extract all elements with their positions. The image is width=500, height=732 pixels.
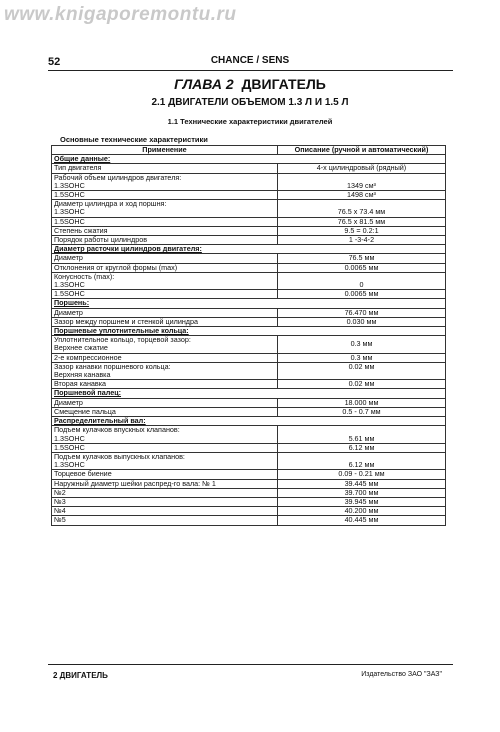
table-row (52, 263, 446, 272)
table-section-row (52, 327, 446, 336)
table-row (52, 516, 446, 525)
parameter-text: Подъем кулачков выпускных клапанов: (54, 452, 185, 461)
value-text: 6.12 мм (348, 460, 375, 470)
parameter-cell (52, 272, 278, 289)
parameter-text: Уплотнительное кольцо, торцевой зазор: (54, 335, 191, 345)
table-row (52, 470, 446, 479)
parameter-cell (52, 336, 278, 353)
parameter-text: 1.5SOHC (54, 190, 85, 200)
table-section-row (52, 245, 446, 254)
table-row (52, 479, 446, 488)
value-cell (278, 254, 446, 263)
section-heading-text: Поршневой палец: (54, 388, 122, 398)
parameter-text: 1.3SOHC (54, 460, 85, 470)
value-text: 18.000 мм (344, 398, 379, 407)
value-text: 1498 см³ (347, 190, 376, 200)
section-heading (52, 389, 446, 398)
value-cell (278, 353, 446, 362)
value-text: 6.12 мм (348, 443, 375, 452)
parameter-text: Зазор между поршнем и стенкой цилиндра (54, 317, 198, 326)
table-row (52, 290, 446, 299)
value-cell (278, 236, 446, 245)
value-text: 76.5 х 73.4 мм (337, 207, 386, 217)
value-cell (278, 308, 446, 317)
value-text: 0.030 мм (346, 317, 377, 326)
parameter-text: 1.5SOHC (54, 443, 85, 452)
value-cell (278, 272, 446, 289)
parameter-text: Зазор канавки поршневого кольца: (54, 362, 171, 371)
value-cell (278, 191, 446, 200)
parameter-text: Торцевое биение (54, 469, 112, 479)
parameter-text: №3 (54, 497, 66, 506)
section-heading-text: Поршневые уплотнительные кольца: (54, 326, 189, 336)
value-text: 0.02 мм (348, 379, 375, 389)
parameter-text: Отклонения от круглой формы (max) (54, 263, 178, 272)
parameter-cell (52, 516, 278, 525)
table-row (52, 488, 446, 497)
parameter-cell (52, 479, 278, 488)
parameter-text: Вторая канавка (54, 379, 107, 389)
value-cell (278, 226, 446, 235)
parameter-cell (52, 173, 278, 190)
value-cell (278, 164, 446, 173)
value-text: 39.700 мм (344, 488, 379, 497)
value-text: 4-х цилиндровый (рядный) (316, 163, 407, 173)
chapter-label: ГЛАВА 2 (174, 76, 234, 92)
value-text: 5.61 мм (348, 433, 375, 443)
parameter-cell (52, 362, 278, 379)
value-cell (278, 443, 446, 452)
parameter-cell (52, 308, 278, 317)
parameter-cell (52, 353, 278, 362)
value-cell (278, 452, 446, 469)
parameter-text: Рабочий объем цилиндров двигателя: (54, 173, 182, 182)
chapter-title (0, 76, 500, 92)
parameter-text: Степень сжатия (54, 226, 108, 235)
section-heading-text: Диаметр расточки цилиндров двигателя: (54, 244, 202, 254)
parameter-cell (52, 254, 278, 263)
parameter-cell (52, 407, 278, 416)
parameter-text: Диаметр (54, 398, 83, 407)
table-row (52, 362, 446, 379)
parameter-text: 1.3SOHC (54, 207, 85, 217)
parameter-text: №4 (54, 506, 66, 516)
parameter-text: 1.5SOHC (54, 289, 85, 299)
table-caption: Основные технические характеристики (60, 135, 208, 144)
value-text: 76.5 х 81.5 мм (337, 217, 386, 226)
parameter-text: 1.3SOHC (54, 180, 85, 190)
parameter-cell (52, 191, 278, 200)
column-header-application: Применение (52, 146, 278, 155)
table-row (52, 336, 446, 353)
table-row (52, 426, 446, 443)
parameter-cell (52, 426, 278, 443)
parameter-cell (52, 507, 278, 516)
parameter-cell (52, 290, 278, 299)
value-cell (278, 317, 446, 326)
value-cell (278, 470, 446, 479)
value-text: 0.5 - 0.7 мм (342, 407, 381, 416)
table-section-row (52, 155, 446, 164)
footer-rule (48, 664, 453, 665)
parameter-cell (52, 380, 278, 389)
value-text: 76.5 мм (348, 253, 375, 263)
table-section-row (52, 299, 446, 308)
value-cell (278, 407, 446, 416)
table-row (52, 254, 446, 263)
table-row (52, 398, 446, 407)
parameter-cell (52, 236, 278, 245)
table-row (52, 226, 446, 235)
section-heading (52, 245, 446, 254)
table-row (52, 443, 446, 452)
value-cell (278, 426, 446, 443)
value-cell (278, 290, 446, 299)
value-cell (278, 497, 446, 506)
table-row (52, 452, 446, 469)
parameter-text: №2 (54, 488, 66, 497)
section-heading (52, 417, 446, 426)
parameter-text: Тип двигателя (54, 163, 102, 173)
section-heading-text: Распределительный вал: (54, 416, 146, 426)
running-title: CHANCE / SENS (210, 55, 290, 66)
table-row (52, 353, 446, 362)
parameter-cell (52, 226, 278, 235)
table-row (52, 217, 446, 226)
value-text: 39.445 мм (344, 479, 379, 488)
table-row (52, 407, 446, 416)
parameter-text: Верхнее сжатие (54, 343, 108, 353)
parameter-cell (52, 497, 278, 506)
value-cell (278, 380, 446, 389)
parameter-cell (52, 398, 278, 407)
parameter-cell (52, 488, 278, 497)
parameter-text: 1.3SOHC (54, 280, 85, 290)
parameter-cell (52, 217, 278, 226)
chapter-name: ДВИГАТЕЛЬ (241, 76, 326, 92)
value-cell (278, 516, 446, 525)
value-text: 0.02 мм (348, 362, 375, 371)
value-text: 0.3 мм (350, 353, 373, 362)
parameter-text: Подъем кулачков впускных клапанов: (54, 425, 180, 435)
parameter-cell (52, 164, 278, 173)
parameter-text: Конусность (max): (54, 272, 115, 281)
spec-table-body (52, 155, 446, 525)
section-heading (52, 327, 446, 336)
value-text: 0.0065 мм (344, 263, 379, 272)
parameter-cell (52, 443, 278, 452)
parameter-cell (52, 452, 278, 469)
value-text: 9.5 = 0.2:1 (344, 226, 379, 235)
value-cell (278, 488, 446, 497)
value-text: 0 (359, 280, 364, 290)
spec-table (51, 145, 446, 526)
parameter-text: Верхняя канавка (54, 370, 111, 380)
section-heading (52, 299, 446, 308)
value-cell (278, 263, 446, 272)
value-text: 1 -3-4-2 (348, 235, 375, 245)
value-text: 0.09 - 0.21 мм (338, 469, 385, 479)
parameter-text: Диаметр (54, 253, 83, 263)
parameter-text: Диаметр (54, 308, 83, 317)
value-cell (278, 398, 446, 407)
table-row (52, 317, 446, 326)
value-text: 40.200 мм (344, 506, 379, 516)
table-header-row (52, 146, 446, 155)
header-rule (48, 70, 453, 71)
table-row (52, 164, 446, 173)
value-cell (278, 336, 446, 353)
value-text: 0.3 мм (350, 339, 373, 349)
table-row (52, 236, 446, 245)
parameter-text: 1.5SOHC (54, 217, 85, 226)
value-text: 0.0065 мм (344, 289, 379, 299)
value-cell (278, 362, 446, 379)
value-cell (278, 479, 446, 488)
table-row (52, 173, 446, 190)
table-row (52, 380, 446, 389)
value-text: 40.445 мм (344, 515, 379, 525)
parameter-text: 2-е компрессионное (54, 353, 122, 362)
parameter-text: 1.3SOHC (54, 433, 85, 443)
parameter-cell (52, 317, 278, 326)
page-number: 52 (48, 56, 61, 68)
section-heading-text: Поршень: (54, 298, 90, 308)
subsection-title: 1.1 Технические характеристики двигателей (167, 117, 333, 126)
footer-publisher: Издательство ЗАО "ЗАЗ" (361, 671, 442, 678)
table-row (52, 507, 446, 516)
section-heading (52, 155, 446, 164)
value-cell (278, 173, 446, 190)
watermark: www.knigaporemontu.ru (4, 4, 237, 25)
table-section-row (52, 389, 446, 398)
table-row (52, 308, 446, 317)
parameter-text: Порядок работы цилиндров (54, 235, 148, 245)
table-row (52, 200, 446, 217)
value-text: 1349 см³ (347, 180, 376, 190)
section-heading-text: Общие данные: (54, 154, 111, 164)
parameter-cell (52, 200, 278, 217)
section-title: 2.1 ДВИГАТЕЛИ ОБЪЕМОМ 1.3 Л И 1.5 Л (151, 97, 349, 108)
table-row (52, 191, 446, 200)
parameter-cell (52, 263, 278, 272)
value-cell (278, 507, 446, 516)
value-cell (278, 200, 446, 217)
parameter-text: Смещение пальца (54, 407, 116, 416)
table-row (52, 272, 446, 289)
value-cell (278, 217, 446, 226)
table-section-row (52, 417, 446, 426)
column-header-description: Описание (ручной и автоматический) (278, 146, 446, 155)
parameter-text: Диаметр цилиндра и ход поршня: (54, 199, 167, 209)
parameter-cell (52, 470, 278, 479)
table-row (52, 497, 446, 506)
parameter-text: №5 (54, 515, 66, 525)
parameter-text: Наружный диаметр шейки распред-го вала: № 1 (54, 479, 216, 488)
value-text: 76.470 мм (344, 308, 379, 317)
value-text: 39.945 мм (344, 497, 379, 506)
footer-chapter: 2 ДВИГАТЕЛЬ (53, 671, 108, 680)
